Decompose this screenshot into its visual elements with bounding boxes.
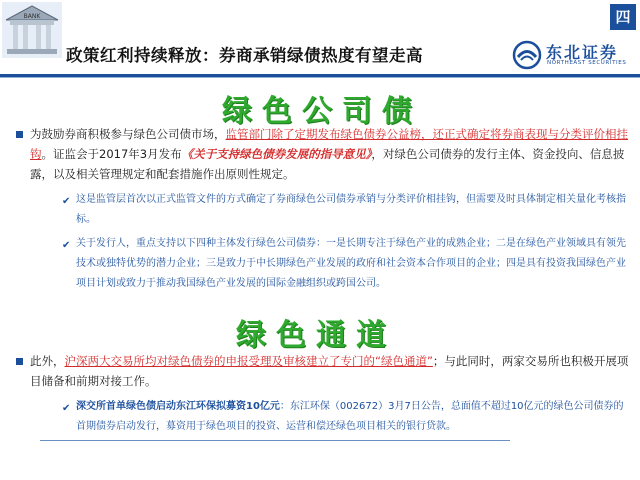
- company-logo: [512, 40, 636, 70]
- check-icon: ✔: [62, 403, 71, 414]
- check-icon: ✔: [62, 196, 71, 207]
- text-segment: ；与此同时，两家交易所也积极开展项目储备和前期对接工作。: [30, 354, 629, 388]
- bullet-square: [16, 131, 23, 138]
- sub-point-issuers: 关于发行人，重点支持以下四种主体发行绿色公司债券：一是长期专注于绿色产业的成熟企业；二是在绿色产业领域具有领先技术或独特优势的潜力企业；三是致力于中长期绿色产业发展的政府和社会资本合作项目的企业；四是具有投资我国绿色产业项目计划或致力于推动我国绿色产业发展的国际金融组织或跨国公司。: [76, 238, 626, 289]
- sub-point-evaluation: 这是监管层首次以正式监管文件的方式确定了券商绿色公司债券承销与分类评价相挂钩，但需要及时具体制定相关量化考核指标。: [76, 194, 626, 225]
- footer-divider: [40, 440, 510, 441]
- page-title: 政策红利持续释放：券商承销绿债热度有望走高: [66, 46, 423, 65]
- text-segment: 为鼓励券商积极参与绿色公司债市场，: [30, 127, 226, 141]
- highlight-text: 监管部门除了定期发布绿色债券公益榜，还正式确定将券商表现与分类评价相挂钩: [30, 127, 628, 161]
- paragraph-regulation: [30, 124, 630, 184]
- text-segment: 。证监会于2017年3月发布: [41, 147, 182, 161]
- sub-point-first-issue: [76, 397, 632, 437]
- bullet-square: [16, 358, 23, 365]
- sub-point-detail: ：东江环保（002672）3月7日公告，总面值不超过10亿元的绿色公司债券的首期债券启动发行，募资用于绿色项目的投资、运营和偿还绿色项目相关的银行贷款。: [76, 401, 624, 432]
- logo-subtitle: NORTHEAST SECURITIES: [547, 60, 627, 66]
- section-heading-green-channel: 绿色通道: [236, 318, 396, 353]
- text-segment: 此外，: [30, 354, 65, 368]
- slide-header: [0, 0, 640, 78]
- check-icon: ✔: [62, 240, 71, 251]
- policy-document-title: 《关于支持绿色债券发展的指导意见》: [181, 147, 372, 161]
- paragraph-exchanges: [30, 351, 630, 391]
- bank-building-icon: [2, 2, 62, 58]
- logo-mark-icon: [512, 40, 542, 70]
- sub-point-lead: 深交所首单绿色债启动东江环保拟募资10亿元: [76, 401, 280, 412]
- section-heading-green-corporate-bonds: 绿色公司债: [222, 94, 422, 129]
- text-segment: ，对绿色公司债券的发行主体、资金投向、信息披露，以及相关管理规定和配套措施作出原则性规定。: [30, 147, 625, 181]
- chapter-badge: 四: [610, 4, 636, 30]
- header-divider-thin: [0, 77, 640, 78]
- bank-sign: BANK: [23, 13, 41, 20]
- logo-name: 东北证券: [546, 43, 619, 62]
- highlight-text: 沪深两大交易所均对绿色债券的申报受理及审核建立了专门的“绿色通道”: [64, 354, 433, 368]
